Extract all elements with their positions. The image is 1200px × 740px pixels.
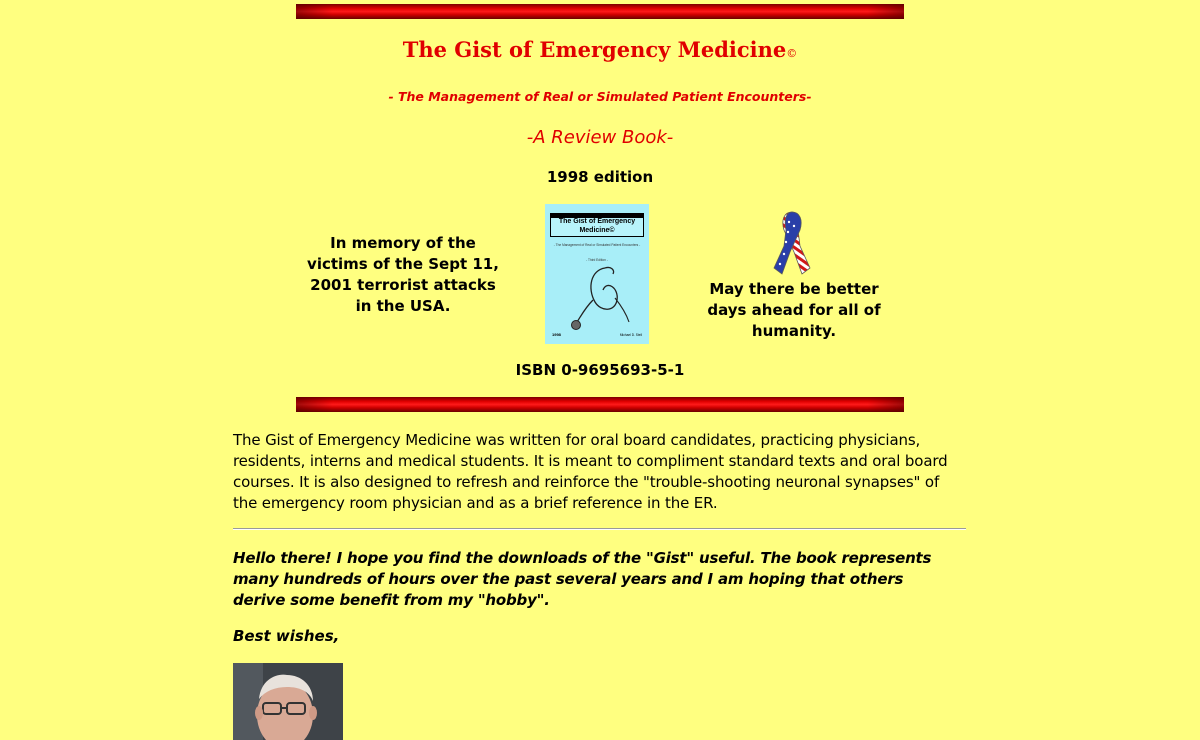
cover-title: The Gist of Emergency Medicine [558, 218, 636, 234]
review-book-label: -A Review Book- [526, 127, 674, 148]
horizontal-rule [233, 528, 966, 530]
book-cover-image [545, 204, 649, 344]
flag-ribbon-icon [772, 208, 812, 278]
closing-signoff: Best wishes, [233, 627, 340, 645]
author-photo [233, 663, 343, 740]
cover-author: Michael D. Stell [619, 333, 642, 337]
hope-text: May there be better days ahead for all of humanity. [707, 280, 881, 340]
stethoscope-icon [545, 204, 649, 344]
cover-copyright-symbol: © [609, 226, 615, 234]
copyright-symbol: © [786, 47, 798, 60]
intro-paragraph: The Gist of Emergency Medicine was written for oral board candidates, practicing physicians, residents, interns and medical students. It is meant to compliment standard texts and oral board courses. It is also designed to refresh and reinforce the "trouble-shooting neuronal synapses" of the emergency room physician and as a brief reference in the ER. [233, 431, 948, 512]
author-portrait-icon [233, 663, 343, 740]
memorial-text: In memory of the victims of the Sept 11, 2001 terrorist attacks in the USA. [307, 234, 499, 315]
cover-year: 1998 [552, 332, 561, 337]
bottom-divider-bar [296, 397, 904, 412]
isbn-label: ISBN 0-9695693-5-1 [515, 361, 685, 379]
page-title [0, 37, 1200, 62]
top-divider-bar [296, 4, 904, 19]
edition-label: 1998 edition [546, 168, 654, 186]
title-text: The Gist of Emergency Medicine [402, 37, 787, 62]
cover-subtitle: - The Management of Real or Simulated Patient Encounters - [553, 243, 641, 247]
hello-message: Hello there! I hope you find the downloads of the "Gist" useful. The book represents many hundreds of hours over the past several years and I am hoping that others derive some benefit from my "hobby". [233, 549, 932, 609]
page-subtitle: - The Management of Real or Simulated Patient Encounters- [388, 89, 812, 104]
cover-edition: - Third Edition - [586, 258, 608, 262]
